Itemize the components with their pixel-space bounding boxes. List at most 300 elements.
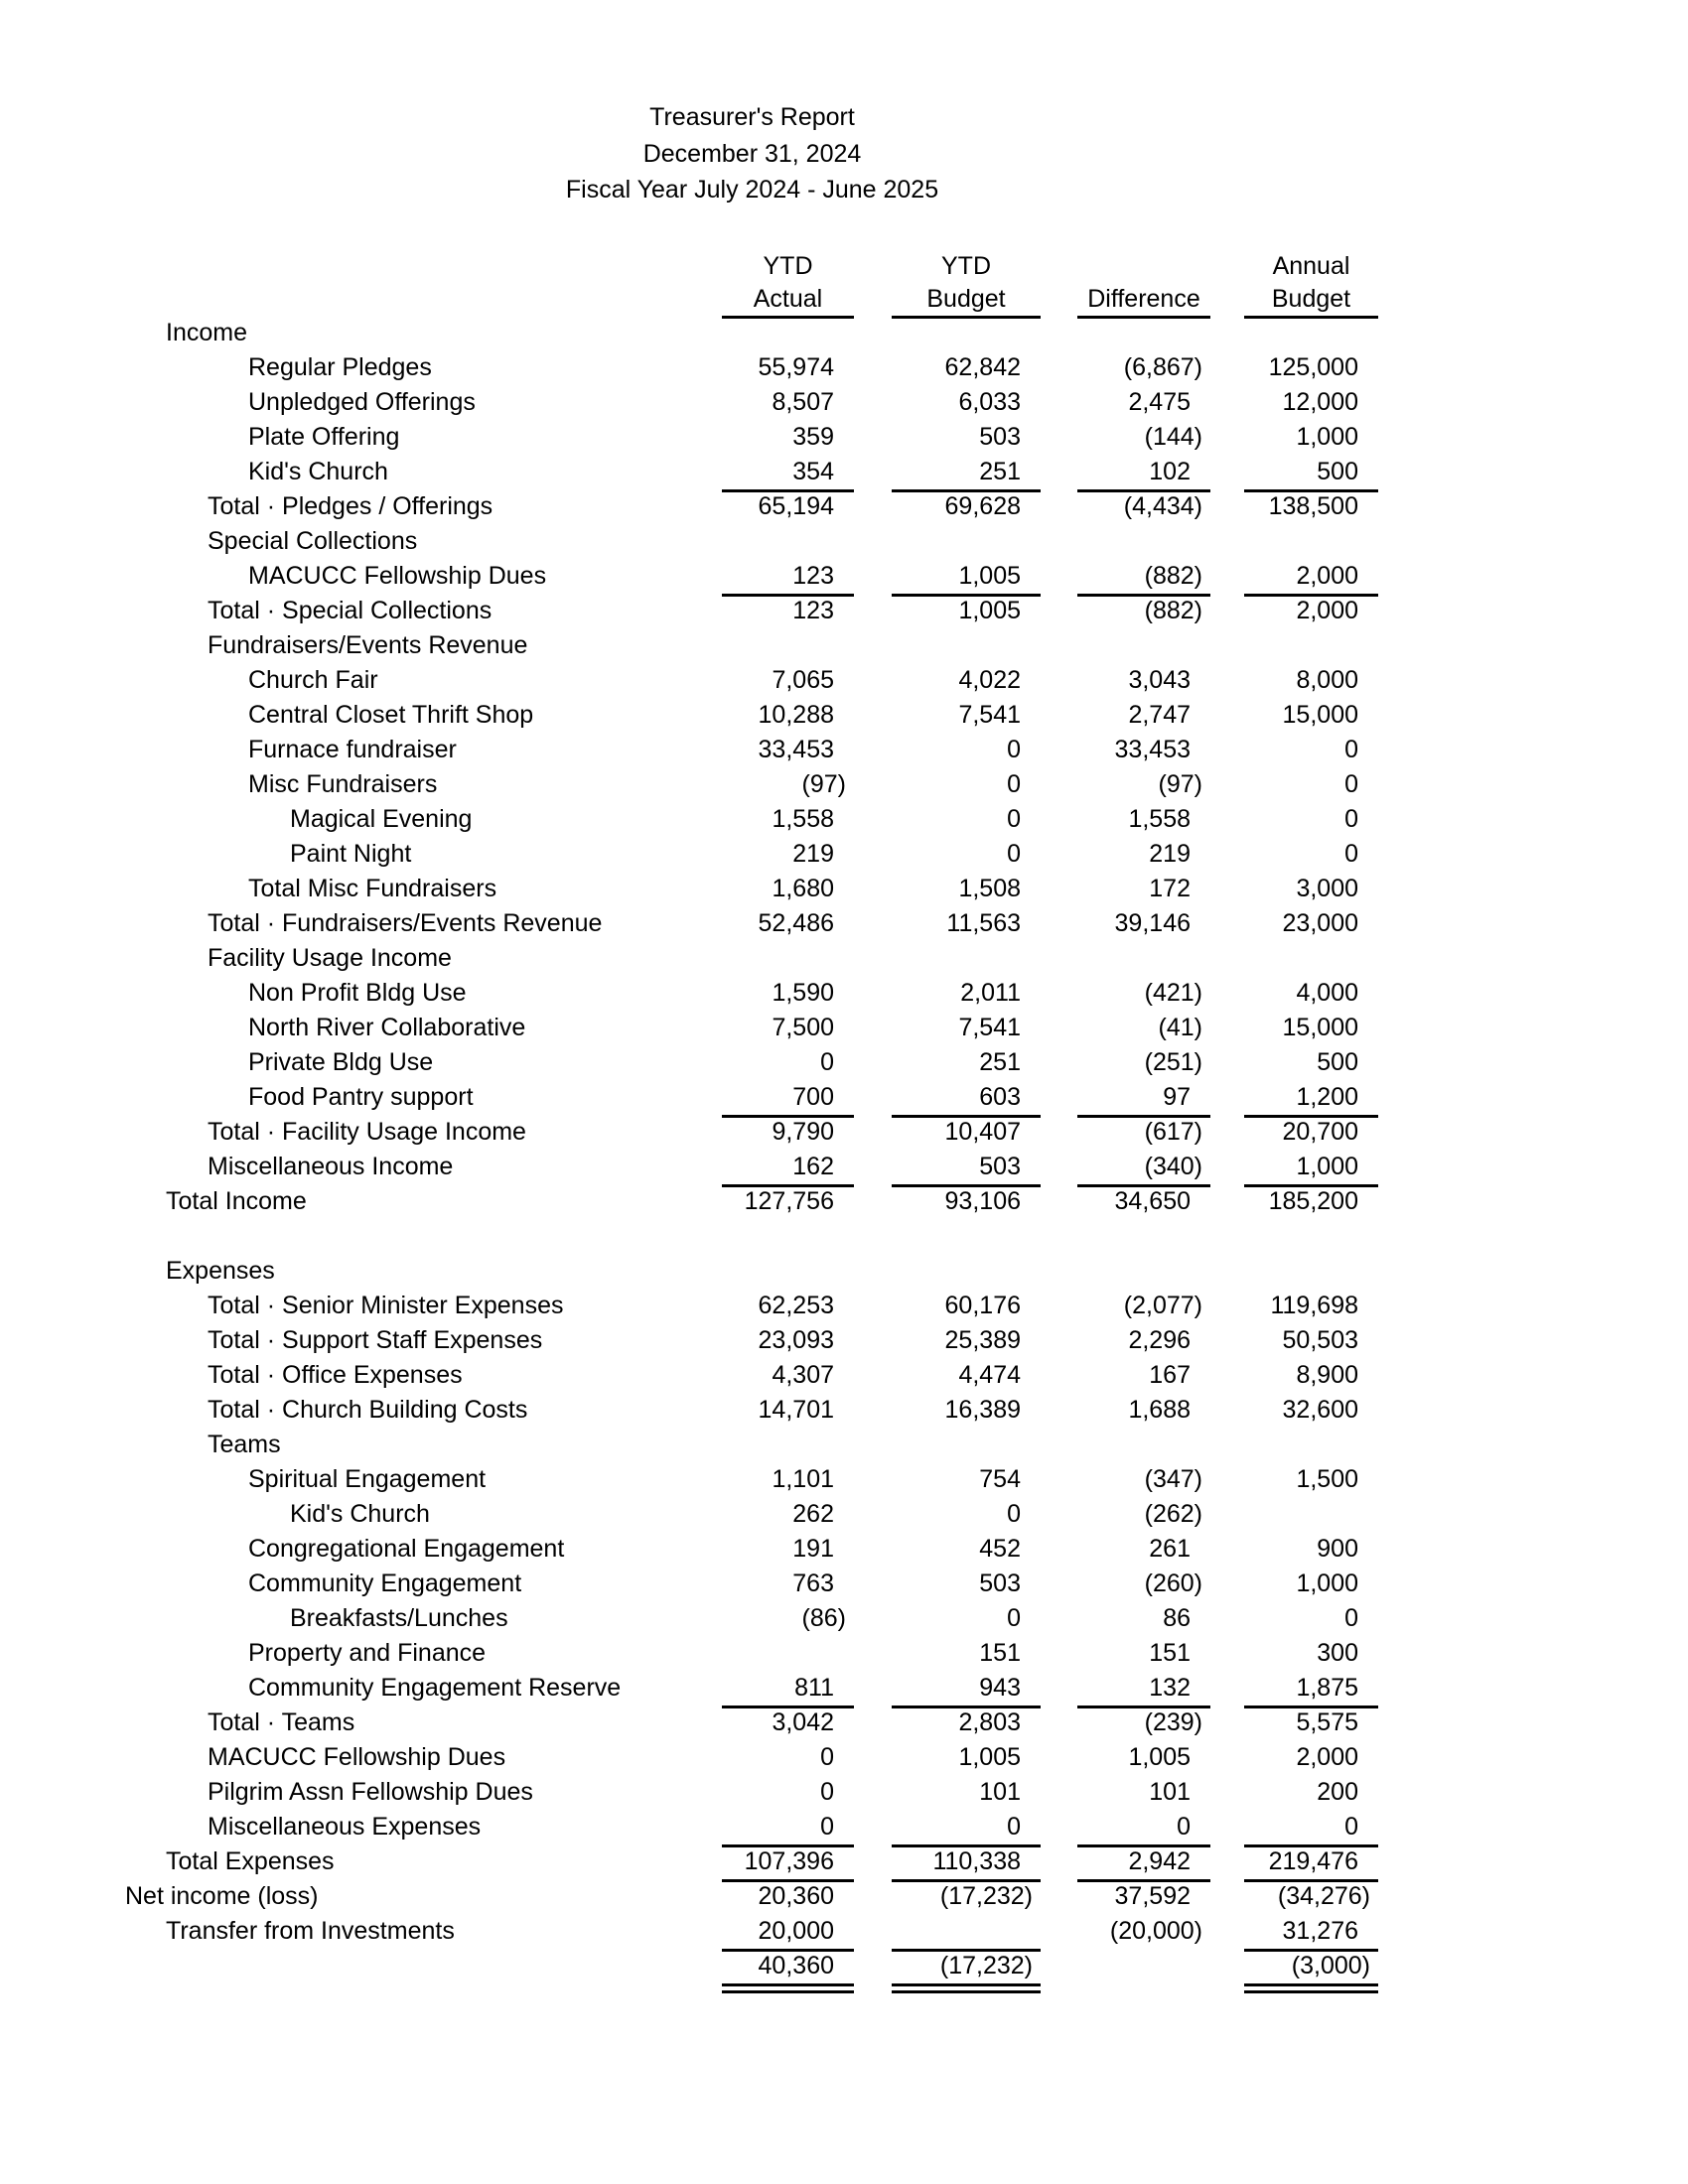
row-label: Breakfasts/Lunches bbox=[290, 1603, 508, 1632]
row-label: MACUCC Fellowship Dues bbox=[248, 561, 547, 590]
cell-ytd-actual: 127,756 bbox=[744, 1186, 834, 1215]
cell-ytd-actual: 20,000 bbox=[722, 1914, 854, 1952]
cell-ytd-budget bbox=[892, 941, 1041, 976]
row-label: Property and Finance bbox=[248, 1638, 487, 1667]
cell-annual-budget: 8,900 bbox=[1296, 1360, 1358, 1389]
cell-difference: (617) bbox=[1144, 1117, 1202, 1146]
row-label: Total · Church Building Costs bbox=[208, 1395, 528, 1424]
cell-ytd-actual bbox=[722, 1219, 854, 1254]
cell-annual-budget: 500 bbox=[1244, 455, 1378, 492]
cell-difference bbox=[1077, 1949, 1210, 1993]
table-row bbox=[0, 1532, 1688, 1567]
cell-ytd-actual: (97) bbox=[801, 769, 846, 798]
cell-annual-budget bbox=[1244, 1428, 1378, 1462]
cell-difference bbox=[1077, 1219, 1210, 1254]
report-title: Treasurer's Report bbox=[649, 103, 855, 131]
cell-difference: 39,146 bbox=[1114, 908, 1191, 937]
cell-annual-budget: 219,476 bbox=[1244, 1844, 1378, 1882]
table-row bbox=[0, 316, 1688, 350]
cell-ytd-actual: 52,486 bbox=[758, 908, 834, 937]
row-label: Total · Pledges / Offerings bbox=[208, 491, 493, 520]
cell-ytd-actual: (86) bbox=[801, 1603, 846, 1632]
row-label: Net income (loss) bbox=[125, 1881, 319, 1910]
row-label: Kid's Church bbox=[248, 457, 388, 485]
table-row bbox=[0, 1636, 1688, 1671]
cell-annual-budget bbox=[1244, 628, 1378, 663]
cell-ytd-actual bbox=[722, 1636, 854, 1671]
cell-ytd-actual: 55,974 bbox=[758, 352, 834, 381]
cell-difference: (97) bbox=[1158, 769, 1202, 798]
report-header bbox=[0, 0, 1504, 208]
cell-ytd-budget: 4,022 bbox=[958, 665, 1021, 694]
cell-difference: 219 bbox=[1149, 839, 1191, 868]
cell-ytd-actual: 40,360 bbox=[722, 1949, 854, 1993]
cell-ytd-budget: 251 bbox=[979, 1047, 1021, 1076]
cell-annual-budget: 500 bbox=[1317, 1047, 1358, 1076]
cell-ytd-budget: 0 bbox=[1007, 1499, 1021, 1528]
cell-ytd-budget: 62,842 bbox=[944, 352, 1021, 381]
cell-ytd-actual: 65,194 bbox=[758, 491, 834, 520]
row-label: Income bbox=[166, 318, 247, 346]
cell-difference: (262) bbox=[1144, 1499, 1202, 1528]
cell-ytd-actual: 10,288 bbox=[758, 700, 834, 729]
cell-ytd-budget: 7,541 bbox=[958, 1013, 1021, 1041]
cell-ytd-actual: 20,360 bbox=[758, 1881, 834, 1910]
table-row bbox=[0, 1150, 1688, 1184]
column-header-row-bottom bbox=[0, 283, 1688, 316]
table-row bbox=[0, 802, 1688, 837]
table-row bbox=[0, 1115, 1688, 1150]
row-label: North River Collaborative bbox=[248, 1013, 526, 1041]
cell-difference: (882) bbox=[1077, 559, 1210, 597]
table-row bbox=[0, 1706, 1688, 1740]
row-label: Kid's Church bbox=[290, 1499, 430, 1528]
cell-ytd-budget: 943 bbox=[892, 1671, 1041, 1708]
cell-ytd-actual: 162 bbox=[722, 1150, 854, 1187]
cell-ytd-budget: 1,005 bbox=[958, 1742, 1021, 1771]
cell-difference: 97 bbox=[1077, 1080, 1210, 1118]
cell-ytd-actual: 262 bbox=[792, 1499, 834, 1528]
row-label: Community Engagement bbox=[248, 1569, 522, 1597]
row-label: Central Closet Thrift Shop bbox=[248, 700, 534, 729]
row-label: Paint Night bbox=[290, 839, 412, 868]
cell-annual-budget: 8,000 bbox=[1296, 665, 1358, 694]
cell-difference: (239) bbox=[1144, 1707, 1202, 1736]
cell-difference: (251) bbox=[1144, 1047, 1202, 1076]
cell-ytd-actual: 1,590 bbox=[772, 978, 834, 1007]
cell-ytd-budget bbox=[892, 1254, 1041, 1289]
column-header-row-top bbox=[0, 250, 1688, 283]
table-body bbox=[0, 316, 1688, 1983]
table-row bbox=[0, 1184, 1688, 1219]
header-spacer bbox=[0, 283, 722, 319]
table-row bbox=[0, 941, 1688, 976]
cell-ytd-budget bbox=[892, 1914, 1041, 1952]
cell-ytd-budget: 4,474 bbox=[958, 1360, 1021, 1389]
col-header-actual: Actual bbox=[722, 283, 854, 319]
row-label: Furnace fundraiser bbox=[248, 735, 457, 763]
cell-ytd-budget: 7,541 bbox=[958, 700, 1021, 729]
cell-ytd-actual bbox=[722, 524, 854, 559]
cell-annual-budget: 1,000 bbox=[1244, 1150, 1378, 1187]
cell-ytd-actual: 23,093 bbox=[758, 1325, 834, 1354]
table-row bbox=[0, 1497, 1688, 1532]
col-header-ytd-1: YTD bbox=[763, 251, 813, 280]
table-row bbox=[0, 976, 1688, 1011]
cell-difference: 2,475 bbox=[1128, 387, 1191, 416]
row-label: Private Bldg Use bbox=[248, 1047, 434, 1076]
cell-difference: 0 bbox=[1077, 1810, 1210, 1847]
cell-ytd-budget: 754 bbox=[979, 1464, 1021, 1493]
cell-difference: (260) bbox=[1144, 1569, 1202, 1597]
cell-annual-budget bbox=[1244, 1219, 1378, 1254]
cell-annual-budget: 31,276 bbox=[1244, 1914, 1378, 1952]
table-row bbox=[0, 455, 1688, 489]
cell-difference: 1,005 bbox=[1128, 1742, 1191, 1771]
cell-ytd-budget: 25,389 bbox=[944, 1325, 1021, 1354]
row-label: Fundraisers/Events Revenue bbox=[208, 630, 528, 659]
cell-annual-budget: 15,000 bbox=[1282, 700, 1358, 729]
cell-annual-budget: 1,875 bbox=[1244, 1671, 1378, 1708]
cell-difference: 132 bbox=[1077, 1671, 1210, 1708]
cell-ytd-budget: 0 bbox=[892, 1810, 1041, 1847]
col-header-blank bbox=[1077, 250, 1210, 283]
table-row bbox=[0, 1289, 1688, 1323]
cell-annual-budget: 12,000 bbox=[1282, 387, 1358, 416]
cell-annual-budget: 125,000 bbox=[1268, 352, 1358, 381]
cell-annual-budget: 50,503 bbox=[1282, 1325, 1358, 1354]
cell-ytd-budget: 151 bbox=[979, 1638, 1021, 1667]
cell-difference: 172 bbox=[1149, 874, 1191, 902]
cell-ytd-actual: 1,680 bbox=[772, 874, 834, 902]
cell-annual-budget: 0 bbox=[1344, 804, 1358, 833]
cell-annual-budget: 0 bbox=[1244, 1810, 1378, 1847]
cell-ytd-actual: 191 bbox=[792, 1534, 834, 1563]
report-date: December 31, 2024 bbox=[642, 139, 862, 168]
cell-annual-budget bbox=[1244, 1497, 1378, 1532]
cell-annual-budget: 0 bbox=[1344, 769, 1358, 798]
cell-ytd-budget bbox=[892, 316, 1041, 350]
cell-ytd-actual: 0 bbox=[820, 1777, 834, 1806]
row-label: Non Profit Bldg Use bbox=[248, 978, 467, 1007]
cell-ytd-budget: 10,407 bbox=[944, 1117, 1021, 1146]
cell-annual-budget: 138,500 bbox=[1268, 491, 1358, 520]
cell-ytd-actual bbox=[722, 316, 854, 350]
cell-annual-budget: 23,000 bbox=[1282, 908, 1358, 937]
row-label: Plate Offering bbox=[248, 422, 400, 451]
row-label: Total · Senior Minister Expenses bbox=[208, 1291, 564, 1319]
cell-ytd-budget: 1,005 bbox=[958, 596, 1021, 624]
cell-ytd-budget: 0 bbox=[1007, 735, 1021, 763]
cell-difference: 86 bbox=[1163, 1603, 1191, 1632]
table-row bbox=[0, 1011, 1688, 1045]
col-header-difference: Difference bbox=[1077, 283, 1210, 319]
cell-annual-budget: 5,575 bbox=[1296, 1707, 1358, 1736]
row-label: Pilgrim Assn Fellowship Dues bbox=[208, 1777, 533, 1806]
cell-ytd-budget: 69,628 bbox=[944, 491, 1021, 520]
cell-difference: 151 bbox=[1149, 1638, 1191, 1667]
cell-annual-budget: 2,000 bbox=[1296, 1742, 1358, 1771]
cell-difference: 2,942 bbox=[1077, 1844, 1210, 1882]
row-label: Miscellaneous Income bbox=[208, 1152, 454, 1180]
row-label bbox=[0, 1949, 722, 1993]
cell-ytd-budget: 1,508 bbox=[958, 874, 1021, 902]
row-label: Transfer from Investments bbox=[166, 1916, 455, 1945]
table-row bbox=[0, 628, 1688, 663]
cell-ytd-budget: 0 bbox=[1007, 804, 1021, 833]
cell-ytd-actual: 219 bbox=[792, 839, 834, 868]
cell-ytd-budget: 101 bbox=[979, 1777, 1021, 1806]
table-row bbox=[0, 524, 1688, 559]
cell-annual-budget bbox=[1244, 316, 1378, 350]
cell-ytd-budget: 93,106 bbox=[944, 1186, 1021, 1215]
table-row bbox=[0, 872, 1688, 906]
cell-difference: (882) bbox=[1144, 596, 1202, 624]
table-row bbox=[0, 663, 1688, 698]
cell-ytd-actual: 700 bbox=[722, 1080, 854, 1118]
cell-ytd-actual: 0 bbox=[820, 1742, 834, 1771]
row-label bbox=[0, 1219, 722, 1254]
cell-ytd-actual bbox=[722, 628, 854, 663]
row-label: Church Fair bbox=[248, 665, 378, 694]
cell-ytd-actual: 4,307 bbox=[772, 1360, 834, 1389]
cell-annual-budget: 15,000 bbox=[1282, 1013, 1358, 1041]
cell-ytd-budget: 503 bbox=[979, 422, 1021, 451]
cell-annual-budget bbox=[1244, 941, 1378, 976]
cell-difference: (20,000) bbox=[1109, 1916, 1202, 1945]
cell-ytd-budget bbox=[892, 628, 1041, 663]
cell-ytd-actual: 0 bbox=[722, 1810, 854, 1847]
table-row bbox=[0, 1358, 1688, 1393]
cell-ytd-actual: 763 bbox=[792, 1569, 834, 1597]
cell-annual-budget bbox=[1244, 1254, 1378, 1289]
cell-annual-budget: 0 bbox=[1344, 1603, 1358, 1632]
cell-ytd-actual: 1,101 bbox=[772, 1464, 834, 1493]
cell-ytd-actual: 0 bbox=[820, 1047, 834, 1076]
row-label: Magical Evening bbox=[290, 804, 473, 833]
cell-ytd-budget: 0 bbox=[1007, 839, 1021, 868]
cell-ytd-actual: 9,790 bbox=[772, 1117, 834, 1146]
cell-difference: 2,296 bbox=[1128, 1325, 1191, 1354]
cell-ytd-actual: 14,701 bbox=[758, 1395, 834, 1424]
cell-difference: (4,434) bbox=[1123, 491, 1202, 520]
table-row bbox=[0, 594, 1688, 628]
cell-annual-budget: 20,700 bbox=[1282, 1117, 1358, 1146]
table-row bbox=[0, 1567, 1688, 1601]
cell-annual-budget: (3,000) bbox=[1244, 1949, 1378, 1993]
cell-ytd-budget: 0 bbox=[1007, 769, 1021, 798]
cell-annual-budget: 2,000 bbox=[1244, 559, 1378, 597]
blank-row bbox=[0, 1219, 1688, 1254]
table-row bbox=[0, 698, 1688, 733]
row-label: Regular Pledges bbox=[248, 352, 432, 381]
cell-ytd-actual: 123 bbox=[792, 596, 834, 624]
cell-ytd-budget: 110,338 bbox=[892, 1844, 1041, 1882]
row-label: Total Misc Fundraisers bbox=[248, 874, 497, 902]
cell-difference: (2,077) bbox=[1123, 1291, 1202, 1319]
cell-difference: 1,688 bbox=[1128, 1395, 1191, 1424]
table-row bbox=[0, 385, 1688, 420]
cell-annual-budget: 0 bbox=[1344, 735, 1358, 763]
table-row bbox=[0, 1393, 1688, 1428]
report-fiscal-year: Fiscal Year July 2024 - June 2025 bbox=[565, 176, 939, 204]
row-label: Spiritual Engagement bbox=[248, 1464, 487, 1493]
cell-annual-budget bbox=[1244, 524, 1378, 559]
cell-ytd-budget: 251 bbox=[892, 455, 1041, 492]
row-label: MACUCC Fellowship Dues bbox=[208, 1742, 506, 1771]
table-row bbox=[0, 1080, 1688, 1115]
cell-ytd-budget: 11,563 bbox=[946, 908, 1021, 937]
cell-annual-budget: 119,698 bbox=[1270, 1291, 1358, 1319]
cell-annual-budget: 1,500 bbox=[1296, 1464, 1358, 1493]
cell-ytd-actual: 1,558 bbox=[772, 804, 834, 833]
table-row bbox=[0, 1428, 1688, 1462]
cell-ytd-budget: 2,011 bbox=[960, 978, 1021, 1007]
cell-difference: 167 bbox=[1149, 1360, 1191, 1389]
cell-difference: 37,592 bbox=[1114, 1881, 1191, 1910]
table-row bbox=[0, 1462, 1688, 1497]
row-label: Total Expenses bbox=[166, 1846, 335, 1875]
row-label: Community Engagement Reserve bbox=[248, 1673, 622, 1702]
col-header-budget: Budget bbox=[892, 283, 1041, 319]
cell-difference: 102 bbox=[1077, 455, 1210, 492]
row-label: Facility Usage Income bbox=[208, 943, 452, 972]
cell-ytd-actual bbox=[722, 941, 854, 976]
cell-ytd-actual: 123 bbox=[722, 559, 854, 597]
row-label: Misc Fundraisers bbox=[248, 769, 438, 798]
cell-ytd-actual: 3,042 bbox=[772, 1707, 834, 1736]
row-label: Total · Teams bbox=[208, 1707, 355, 1736]
cell-annual-budget: 185,200 bbox=[1268, 1186, 1358, 1215]
cell-ytd-budget: 60,176 bbox=[944, 1291, 1021, 1319]
row-label: Teams bbox=[208, 1430, 281, 1458]
cell-difference bbox=[1077, 524, 1210, 559]
row-label: Total · Support Staff Expenses bbox=[208, 1325, 543, 1354]
cell-difference: 3,043 bbox=[1128, 665, 1191, 694]
financial-table bbox=[0, 250, 1688, 1983]
cell-ytd-actual bbox=[722, 1254, 854, 1289]
cell-difference: 34,650 bbox=[1114, 1186, 1191, 1215]
table-row bbox=[0, 837, 1688, 872]
cell-difference: 101 bbox=[1149, 1777, 1191, 1806]
cell-annual-budget: 300 bbox=[1317, 1638, 1358, 1667]
row-label: Total · Special Collections bbox=[208, 596, 492, 624]
table-row bbox=[0, 1775, 1688, 1810]
cell-annual-budget: 4,000 bbox=[1296, 978, 1358, 1007]
cell-ytd-budget bbox=[892, 1428, 1041, 1462]
table-row bbox=[0, 1949, 1688, 1983]
table-row bbox=[0, 1601, 1688, 1636]
cell-ytd-budget: 2,803 bbox=[958, 1707, 1021, 1736]
cell-difference: (144) bbox=[1144, 422, 1202, 451]
cell-ytd-actual: 62,253 bbox=[758, 1291, 834, 1319]
row-label: Total Income bbox=[166, 1186, 307, 1215]
cell-annual-budget: 2,000 bbox=[1296, 596, 1358, 624]
cell-annual-budget: 0 bbox=[1344, 839, 1358, 868]
cell-ytd-actual bbox=[722, 1428, 854, 1462]
cell-ytd-budget: 452 bbox=[979, 1534, 1021, 1563]
cell-ytd-actual: 8,507 bbox=[772, 387, 834, 416]
col-header-annual-budget: Budget bbox=[1244, 283, 1378, 319]
cell-difference: (6,867) bbox=[1123, 352, 1202, 381]
row-label: Expenses bbox=[166, 1256, 275, 1285]
table-row bbox=[0, 1810, 1688, 1844]
cell-difference bbox=[1077, 1254, 1210, 1289]
cell-annual-budget: 3,000 bbox=[1296, 874, 1358, 902]
header-spacer bbox=[0, 250, 722, 283]
cell-ytd-budget: 6,033 bbox=[958, 387, 1021, 416]
row-label: Miscellaneous Expenses bbox=[208, 1812, 482, 1841]
cell-annual-budget: 900 bbox=[1317, 1534, 1358, 1563]
table-row bbox=[0, 350, 1688, 385]
cell-ytd-budget: 503 bbox=[979, 1569, 1021, 1597]
cell-difference: (340) bbox=[1077, 1150, 1210, 1187]
cell-ytd-budget bbox=[892, 524, 1041, 559]
cell-difference: (421) bbox=[1144, 978, 1202, 1007]
table-row bbox=[0, 1844, 1688, 1879]
cell-ytd-budget: 0 bbox=[1007, 1603, 1021, 1632]
row-label: Total · Facility Usage Income bbox=[208, 1117, 526, 1146]
cell-ytd-budget: 603 bbox=[892, 1080, 1041, 1118]
cell-annual-budget: 1,000 bbox=[1296, 1569, 1358, 1597]
cell-difference: (347) bbox=[1144, 1464, 1202, 1493]
table-row bbox=[0, 1740, 1688, 1775]
cell-difference: 261 bbox=[1149, 1534, 1191, 1563]
cell-difference bbox=[1077, 941, 1210, 976]
cell-ytd-budget: 503 bbox=[892, 1150, 1041, 1187]
row-label: Food Pantry support bbox=[248, 1082, 474, 1111]
col-header-annual: Annual bbox=[1272, 251, 1350, 280]
cell-ytd-budget: 1,005 bbox=[892, 559, 1041, 597]
cell-difference bbox=[1077, 628, 1210, 663]
cell-ytd-budget bbox=[892, 1219, 1041, 1254]
cell-ytd-budget: (17,232) bbox=[892, 1949, 1041, 1993]
cell-ytd-actual: 7,065 bbox=[772, 665, 834, 694]
cell-ytd-actual: 107,396 bbox=[722, 1844, 854, 1882]
row-label: Total · Office Expenses bbox=[208, 1360, 463, 1389]
cell-annual-budget: 32,600 bbox=[1282, 1395, 1358, 1424]
table-row bbox=[0, 559, 1688, 594]
table-row bbox=[0, 1254, 1688, 1289]
cell-ytd-budget: 16,389 bbox=[944, 1395, 1021, 1424]
cell-difference bbox=[1077, 316, 1210, 350]
cell-difference: 1,558 bbox=[1128, 804, 1191, 833]
table-row bbox=[0, 1045, 1688, 1080]
cell-ytd-actual: 811 bbox=[722, 1671, 854, 1708]
cell-ytd-actual: 33,453 bbox=[758, 735, 834, 763]
table-row bbox=[0, 906, 1688, 941]
cell-difference: 33,453 bbox=[1114, 735, 1191, 763]
table-row bbox=[0, 767, 1688, 802]
table-row bbox=[0, 420, 1688, 455]
table-row bbox=[0, 1914, 1688, 1949]
cell-difference bbox=[1077, 1428, 1210, 1462]
table-row bbox=[0, 489, 1688, 524]
table-row bbox=[0, 1671, 1688, 1706]
col-header-ytd-2: YTD bbox=[941, 251, 991, 280]
row-label: Total · Fundraisers/Events Revenue bbox=[208, 908, 603, 937]
row-label: Unpledged Offerings bbox=[248, 387, 476, 416]
cell-ytd-budget: (17,232) bbox=[939, 1881, 1033, 1910]
row-label: Congregational Engagement bbox=[248, 1534, 565, 1563]
cell-ytd-actual: 354 bbox=[722, 455, 854, 492]
cell-annual-budget: (34,276) bbox=[1277, 1881, 1370, 1910]
cell-difference: (41) bbox=[1158, 1013, 1202, 1041]
cell-annual-budget: 200 bbox=[1317, 1777, 1358, 1806]
cell-ytd-actual: 359 bbox=[792, 422, 834, 451]
table-row bbox=[0, 733, 1688, 767]
row-label: Special Collections bbox=[208, 526, 418, 555]
